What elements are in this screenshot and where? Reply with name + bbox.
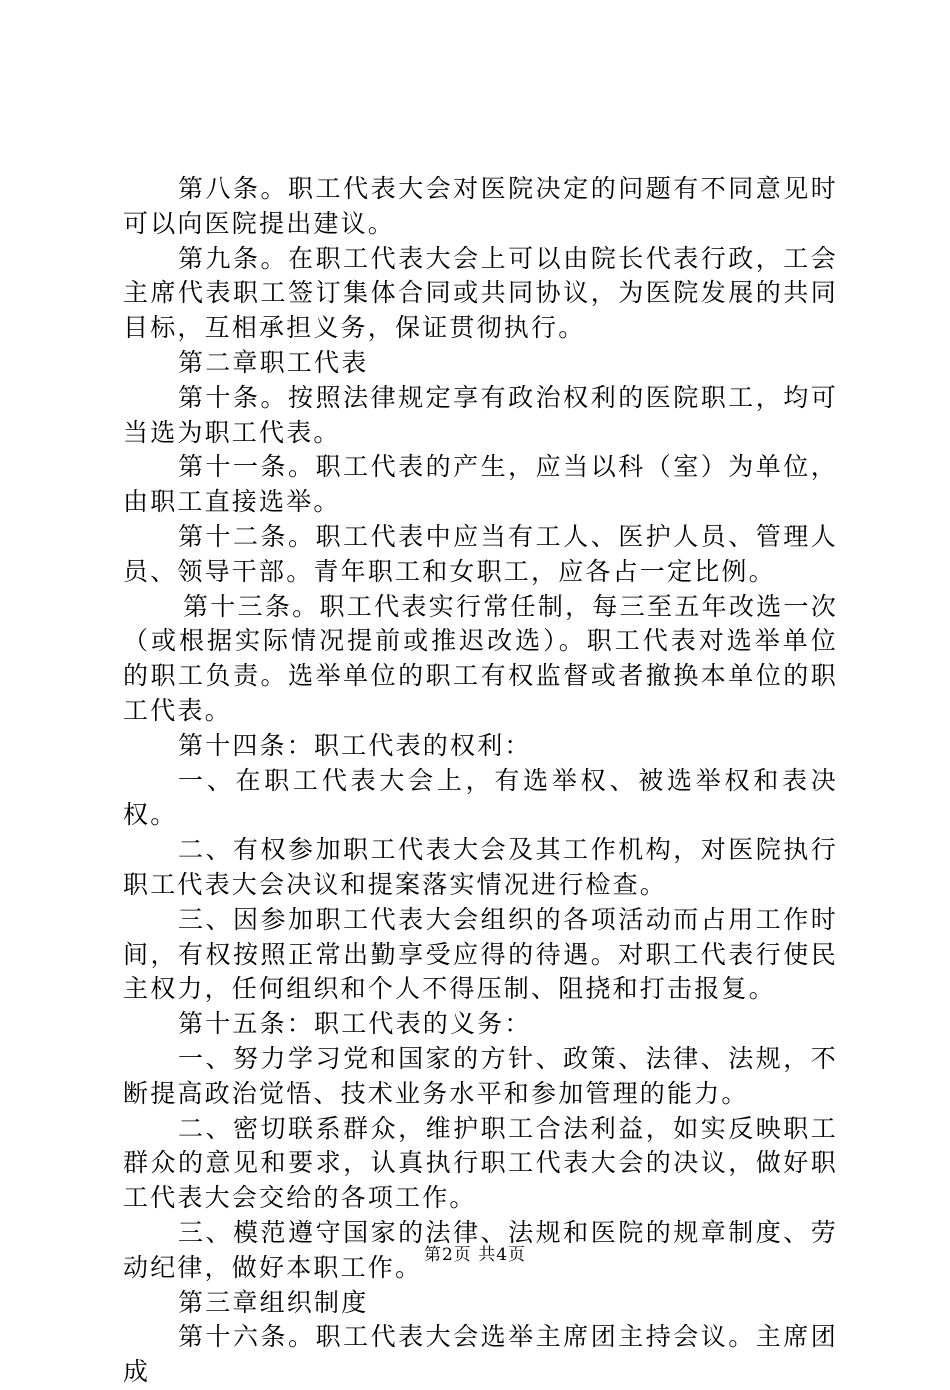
article-10: 第十条。按照法律规定享有政治权利的医院职工，均可当选为职工代表。 bbox=[123, 382, 838, 447]
article-15: 第十五条：职工代表的义务： bbox=[178, 1009, 532, 1039]
article-15-item-1: 一、努力学习党和国家的方针、政策、法律、法规，不断提高政治觉悟、技术业务水平和参加管理的能力。 bbox=[123, 1043, 838, 1108]
article-9: 第九条。在职工代表大会上可以由院长代表行政，工会主席代表职工签订集体合同或共同协议，为医院发展的共同目标，互相承担义务，保证贯彻执行。 bbox=[123, 243, 838, 343]
chapter-2-heading: 第二章职工代表 bbox=[178, 347, 369, 377]
article-14-item-2: 二、有权参加职工代表大会及其工作机构，对医院执行职工代表大会决议和提案落实情况进行检查。 bbox=[123, 835, 838, 899]
article-16: 第十六条。职工代表大会选举主席团主持会议。主席团成 bbox=[123, 1322, 838, 1387]
document-body bbox=[123, 172, 838, 1390]
chapter-3-heading: 第三章组织制度 bbox=[178, 1287, 369, 1317]
article-14-item-1: 一、在职工代表大会上，有选举权、被选举权和表决权。 bbox=[123, 765, 838, 830]
page-footer: 第2页 共4页 bbox=[423, 1245, 527, 1265]
article-14-item-3: 三、因参加职工代表大会组织的各项活动而占用工作时间，有权按照正常出勤享受应得的待遇。对职工代表行使民主权力，任何组织和个人不得压制、阻挠和打击报复。 bbox=[123, 904, 838, 1004]
article-11: 第十一条。职工代表的产生，应当以科（室）为单位，由职工直接选举。 bbox=[123, 452, 838, 517]
article-15-item-3: 三、模范遵守国家的法律、法规和医院的规章制度、劳动纪律，做好本职工作。 bbox=[123, 1217, 838, 1282]
article-12: 第十二条。职工代表中应当有工人、医护人员、管理人员、领导干部。青年职工和女职工，应各占一定比例。 bbox=[123, 521, 838, 586]
article-8: 第八条。职工代表大会对医院决定的问题有不同意见时可以向医院提出建议。 bbox=[123, 174, 838, 238]
article-14: 第十四条：职工代表的权利： bbox=[178, 730, 532, 760]
article-15-item-2: 二、密切联系群众，维护职工合法利益，如实反映职工群众的意见和要求，认真执行职工代表大会的决议，做好职工代表大会交给的各项工作。 bbox=[123, 1113, 838, 1213]
article-13: 第十三条。职工代表实行常任制，每三至五年改选一次（或根据实际情况提前或推迟改选）。职工代表对选举单位的职工负责。选举单位的职工有权监督或者撤换本单位的职工代表。 bbox=[123, 591, 838, 725]
